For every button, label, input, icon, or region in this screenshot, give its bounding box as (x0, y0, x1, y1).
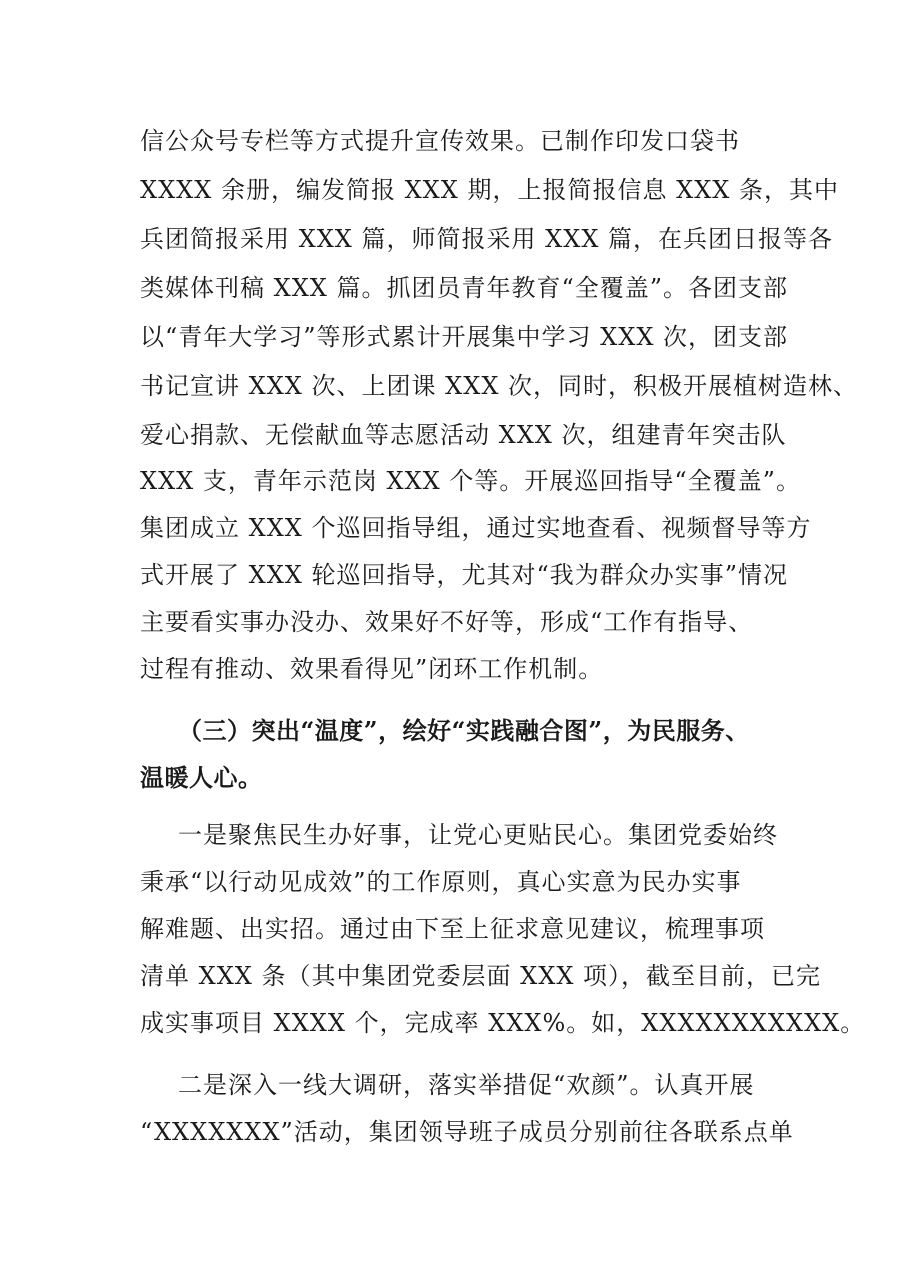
text-line: 一是聚焦民生办好事，让党心更贴民心。集团党委始终 (178, 821, 778, 849)
text-line: 爱心捐款、无偿献血等志愿活动 XXX 次，组建青年突击队 (140, 421, 787, 449)
text-line: 兵团简报采用 XXX 篇，师简报采用 XXX 篇，在兵团日报等各 (140, 225, 834, 253)
text-line: 信公众号专栏等方式提升宣传效果。已制作印发口袋书 (140, 127, 740, 155)
text-line: 清单 XXX 条（其中集团党委层面 XXX 项），截至目前，已完 (140, 962, 822, 990)
text-line: 解难题、出实招。通过由下至上征求意见建议，梳理事项 (140, 915, 765, 943)
text-line: XXXX 余册，编发简报 XXX 期，上报简报信息 XXX 条，其中 (140, 176, 840, 204)
text-line: XXX 支，青年示范岗 XXX 个等。开展巡回指导“全覆盖”。 (140, 467, 801, 495)
text-line: 过程有推动、效果看得见”闭环工作机制。 (140, 655, 604, 683)
text-line: 式开展了 XXX 轮巡回指导，尤其对“我为群众办实事”情况 (140, 561, 789, 589)
text-line: 书记宣讲 XXX 次、上团课 XXX 次，同时，积极开展植树造林、 (140, 372, 859, 400)
text-line: 以“青年大学习”等形式累计开展集中学习 XXX 次，团支部 (140, 323, 789, 351)
text-line: 秉承“以行动见成效”的工作原则，真心实意为民办实事 (140, 868, 742, 896)
heading-line: （三）突出“温度”，绘好“实践融合图”，为民服务、 (178, 716, 750, 745)
heading-line: 温暖人心。 (140, 763, 263, 792)
text-line: 二是深入一线大调研，落实举措促“欢颜”。认真开展 (178, 1071, 755, 1099)
text-line: “XXXXXXX”活动，集团领导班子成员分别前往各联系点单 (140, 1118, 794, 1146)
text-line: 类媒体刊稿 XXX 篇。抓团员青年教育“全覆盖”。各团支部 (140, 274, 789, 302)
text-line: 集团成立 XXX 个巡回指导组，通过实地查看、视频督导等方 (140, 514, 812, 542)
text-line: 成实事项目 XXXX 个，完成率 XXX%。如，XXXXXXXXXXX。 (140, 1009, 866, 1037)
text-line: 主要看实事办没办、效果好不好等，形成“工作有指导、 (140, 608, 754, 636)
